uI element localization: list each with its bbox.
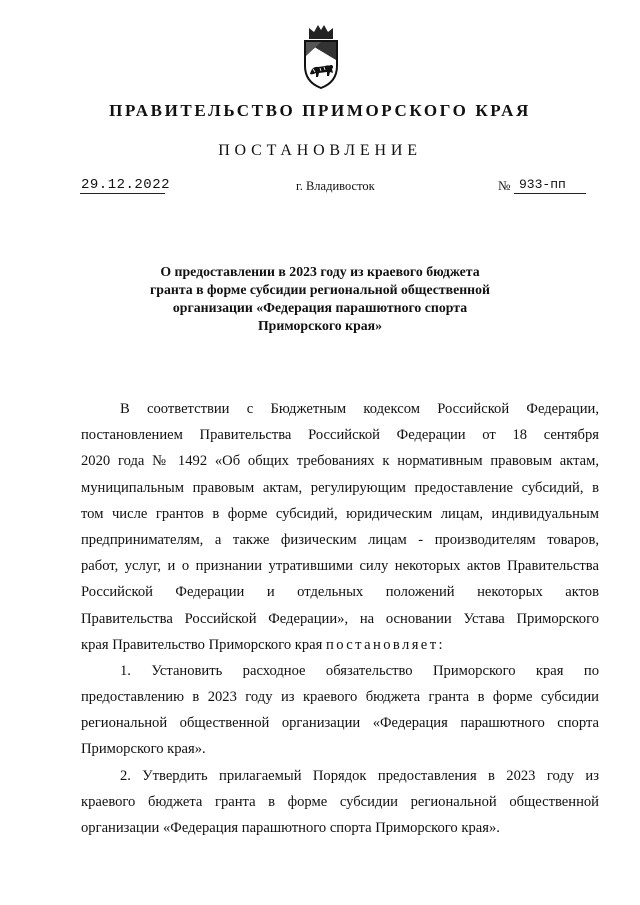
item1-line: региональной общественной организации «Федерация парашютного спорта [81, 715, 599, 732]
document-date: 29.12.2022 [81, 177, 171, 193]
date-underline [80, 193, 165, 194]
subject-line: О предоставлении в 2023 году из краевого бюджета [160, 264, 480, 279]
item2-line: краевого бюджета гранта в форме субсидии региональной общественной [81, 793, 599, 810]
subject-line: гранта в форме субсидии региональной общественной [150, 282, 490, 297]
number-underline [514, 193, 586, 194]
body-line: постановлением Правительства Российской Федерации от 18 сентября [81, 427, 599, 444]
body-line-last [81, 632, 599, 658]
item2-line-last: организации «Федерация парашютного спорта Приморского края». [81, 820, 500, 836]
item1-line: предоставлению в 2023 году из краевого бюджета гранта в форме субсидии [81, 689, 599, 706]
government-title: ПРАВИТЕЛЬСТВО ПРИМОРСКОГО КРАЯ [109, 101, 531, 120]
document-body [81, 396, 599, 841]
body-line: В соответствии с Бюджетным кодексом Российской Федерации, [120, 401, 599, 417]
preamble-tail: края Правительство Приморского края [81, 636, 323, 653]
body-line: предпринимателям, а также физическим лицам - производителям товаров, [81, 531, 599, 548]
body-line: 2020 года № 1492 «Об общих требованиях к нормативным правовым актам, [81, 453, 599, 470]
item2-line: 2. Утвердить прилагаемый Порядок предоставления в 2023 году из [120, 767, 599, 784]
body-line: том числе грантов в форме субсидий, юридическим лицам, индивидуальным [81, 505, 599, 522]
number-label: № [498, 178, 511, 193]
item1-line-last: Приморского края». [81, 741, 206, 758]
document-city: г. Владивосток [296, 179, 375, 193]
body-line: Российской Федерации и отдельных положений некоторых актов [81, 584, 599, 601]
body-line: муниципальным правовым актам, регулирующим предоставление субсидий, в [81, 479, 599, 496]
document-subject [130, 263, 510, 335]
body-line: Правительства Российской Федерации», на основании Устава Приморского [81, 610, 599, 627]
subject-line: организации «Федерация парашютного спорта [172, 300, 468, 315]
body-line: работ, услуг, и о признании утратившими силу некоторых актов Правительства [81, 558, 599, 575]
decree-word: постановляет: [326, 636, 445, 653]
document-type: ПОСТАНОВЛЕНИЕ [218, 142, 422, 159]
document-number: 933-пп [519, 177, 566, 192]
coat-of-arms-icon [301, 22, 341, 90]
item1-line: 1. Установить расходное обязательство Приморского края по [120, 662, 599, 679]
subject-line: Приморского края» [257, 318, 383, 333]
